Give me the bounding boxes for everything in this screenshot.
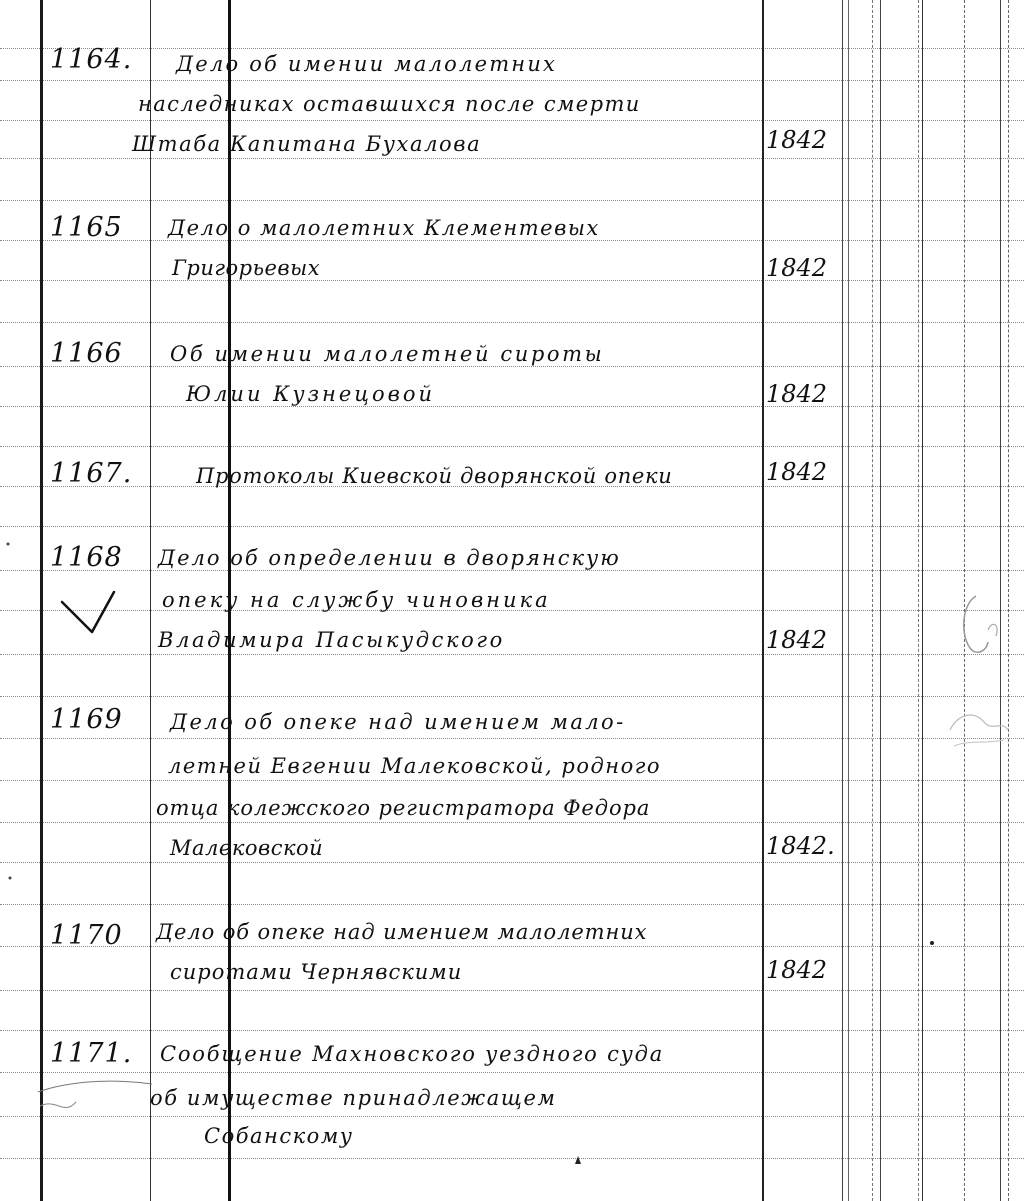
entry-line: наследниках оставшихся после смерти <box>138 92 641 116</box>
entry-number: 1170 <box>50 920 123 951</box>
ruling-line <box>0 406 1024 407</box>
entry-line: Протоколы Киевской дворянской опеки <box>196 464 673 488</box>
ruling-line <box>0 738 1024 739</box>
entry-line: отца колежского регистратора Федора <box>156 796 651 820</box>
ruling-line <box>0 904 1024 905</box>
ruling-line <box>0 990 1024 991</box>
ruling-line <box>0 822 1024 823</box>
entry-year: 1842. <box>766 832 835 860</box>
column-line <box>922 0 923 1201</box>
margin-scribble-icon <box>36 1072 156 1122</box>
entry-line: Григорьевых <box>172 256 321 280</box>
ruling-line <box>0 1030 1024 1031</box>
entry-line: Малековской <box>170 836 324 860</box>
ruling-line <box>0 280 1024 281</box>
ruling-line <box>0 862 1024 863</box>
entry-line: об имуществе принадлежащем <box>150 1086 557 1110</box>
column-line <box>1008 0 1009 1201</box>
entry-line: Штаба Капитана Бухалова <box>132 132 482 156</box>
ruling-line <box>0 446 1024 447</box>
ruling-line <box>0 654 1024 655</box>
entry-line: Сообщение Махновского уездного суда <box>160 1042 665 1066</box>
ink-dot-icon <box>575 1156 581 1164</box>
entry-number: 1164. <box>50 44 133 75</box>
entry-line: Дело об определении в дворянскую <box>158 546 621 570</box>
ink-dot-icon <box>6 542 10 546</box>
entry-line: летней Евгении Малековской, родного <box>168 754 661 778</box>
ruling-line <box>0 570 1024 571</box>
ink-dot-icon <box>929 940 935 946</box>
entry-number: 1171. <box>50 1038 133 1069</box>
ink-dot-icon <box>8 876 12 880</box>
ruling-line <box>0 200 1024 201</box>
entry-line: сиротами Чернявскими <box>170 960 463 984</box>
entry-number: 1169 <box>50 704 123 735</box>
margin-scribble-icon <box>944 700 1014 760</box>
entry-line: Об имении малолетней сироты <box>170 342 605 366</box>
ruling-line <box>0 48 1024 49</box>
column-line <box>918 0 919 1201</box>
ruling-line <box>0 158 1024 159</box>
ruling-line <box>0 526 1024 527</box>
ruling-line <box>0 80 1024 81</box>
entry-line: Дело об имении малолетних <box>176 52 558 76</box>
ruling-line <box>0 946 1024 947</box>
number-column-line <box>150 0 151 1201</box>
entry-line: Юлии Кузнецовой <box>186 382 435 406</box>
margin-scribble-icon <box>956 590 1008 660</box>
ruling-line <box>0 120 1024 121</box>
ruling-line <box>0 366 1024 367</box>
column-line <box>872 0 873 1201</box>
ruling-line <box>0 1158 1024 1159</box>
ruling-line <box>0 696 1024 697</box>
column-line <box>842 0 843 1201</box>
entry-year: 1842 <box>766 380 828 408</box>
ruling-line <box>0 780 1024 781</box>
column-line <box>848 0 849 1201</box>
entry-year: 1842 <box>766 126 828 154</box>
entry-number: 1168 <box>50 542 123 573</box>
entry-year: 1842 <box>766 458 828 486</box>
entry-line: Собанскому <box>204 1124 354 1148</box>
ruling-line <box>0 240 1024 241</box>
column-line <box>880 0 881 1201</box>
entry-line: Дело об опеке над имением мало- <box>170 710 626 734</box>
entry-number: 1167. <box>50 458 133 489</box>
entry-line: Дело об опеке над имением малолетних <box>156 920 648 944</box>
margin-line <box>40 0 43 1201</box>
ruling-line <box>0 322 1024 323</box>
entry-line: Владимира Пасыкудского <box>158 628 505 652</box>
entry-year: 1842 <box>766 956 828 984</box>
entry-line: Дело о малолетних Клементевых <box>168 216 600 240</box>
entry-line: опеку на службу чиновника <box>162 588 551 612</box>
entry-number: 1166 <box>50 338 123 369</box>
entry-year: 1842 <box>766 626 828 654</box>
entry-number: 1165 <box>50 212 123 243</box>
checkmark-icon <box>58 588 118 638</box>
entry-year: 1842 <box>766 254 828 282</box>
year-column-line <box>762 0 764 1201</box>
